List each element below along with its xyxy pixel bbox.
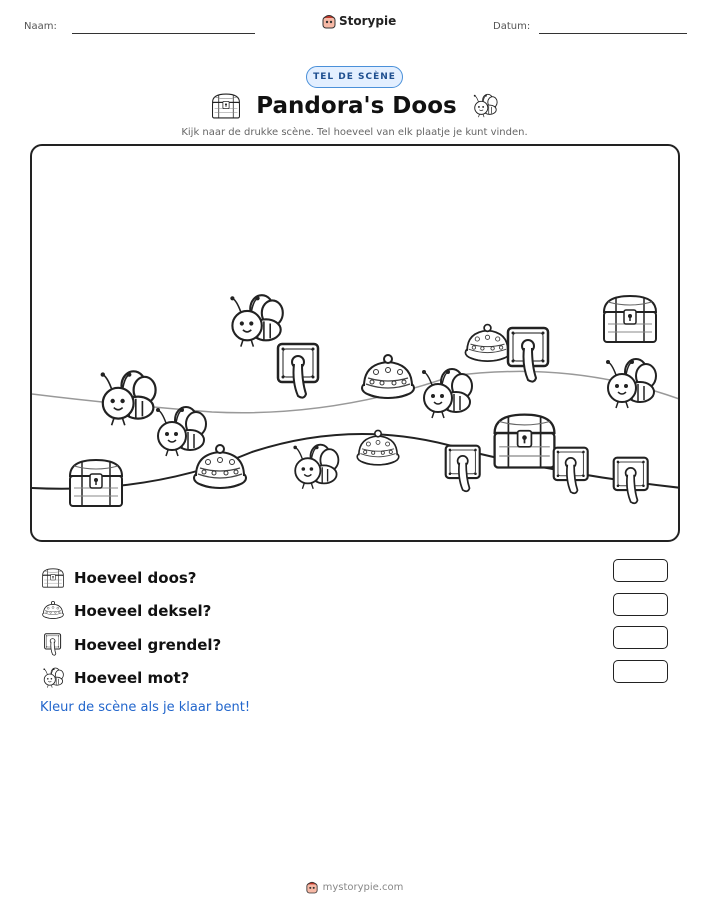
- storypie-logo-icon: [306, 880, 318, 894]
- page-subtitle: Kijk naar de drukke scène. Tel hoeveel van elk plaatje je kunt vinden.: [181, 127, 528, 138]
- answer-box-mot[interactable]: [613, 660, 668, 683]
- scene-latch: [508, 328, 548, 382]
- name-line[interactable]: [72, 33, 255, 34]
- scene-latch: [278, 344, 318, 398]
- title-text: Pandora's Doos: [256, 93, 457, 119]
- scene-illustration: [32, 146, 680, 542]
- scene-moth: [422, 369, 472, 418]
- question-label: Hoeveel doos?: [74, 568, 197, 587]
- brand-logo: [322, 13, 396, 29]
- scene-lid: [362, 355, 414, 398]
- answer-box-grendel[interactable]: [613, 626, 668, 649]
- storypie-logo-icon: [322, 13, 336, 29]
- question-row: [41, 628, 671, 662]
- latch-icon: [41, 633, 65, 657]
- scene-moth: [101, 371, 156, 425]
- date-line[interactable]: [539, 33, 687, 34]
- question-list: [41, 561, 671, 695]
- scene-latch: [554, 448, 588, 494]
- scene-moth: [293, 445, 338, 489]
- scene-lid: [465, 325, 509, 362]
- scene-moth: [156, 407, 206, 456]
- scene-chest: [70, 460, 122, 506]
- scene-chest: [495, 415, 555, 468]
- scene-chest: [604, 296, 656, 342]
- footer-site[interactable]: mystorypie.com: [322, 881, 404, 893]
- name-label: Naam:: [24, 21, 57, 32]
- question-row: [41, 595, 671, 629]
- date-label: Datum:: [493, 21, 531, 32]
- answer-box-deksel[interactable]: [613, 593, 668, 616]
- scene-moth: [230, 295, 282, 346]
- question-row: [41, 662, 671, 696]
- footer: [0, 880, 709, 894]
- moth-icon: [41, 666, 65, 690]
- scene-latch: [614, 458, 648, 504]
- scene-lid: [194, 445, 246, 488]
- question-label: Hoeveel grendel?: [74, 635, 222, 654]
- page-title: [0, 92, 709, 126]
- brand-name: Storypie: [339, 14, 397, 28]
- question-row: [41, 561, 671, 595]
- question-label: Hoeveel mot?: [74, 669, 190, 688]
- coloring-instruction: Kleur de scène als je klaar bent!: [40, 700, 251, 715]
- activity-badge: TEL DE SCÈNE: [306, 66, 403, 88]
- chest-icon: [210, 92, 242, 120]
- scene-moth: [606, 359, 656, 408]
- moth-icon: [471, 92, 499, 120]
- counting-scene[interactable]: [30, 144, 680, 542]
- question-label: Hoeveel deksel?: [74, 602, 212, 621]
- answer-box-doos[interactable]: [613, 559, 668, 582]
- chest-icon: [41, 566, 65, 590]
- lid-icon: [41, 600, 65, 622]
- scene-latch: [446, 446, 480, 492]
